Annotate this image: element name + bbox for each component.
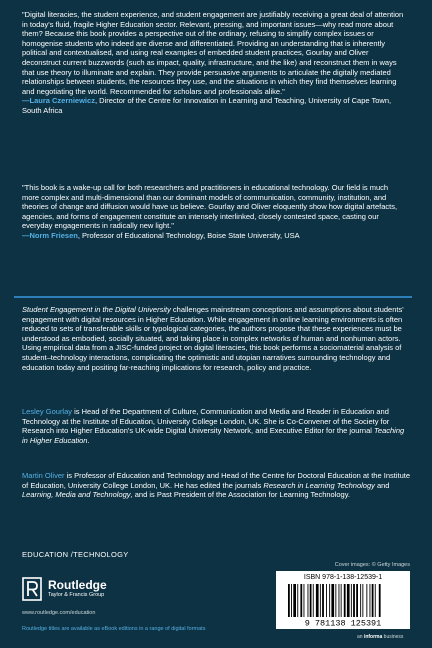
barcode-bar (351, 584, 352, 617)
bio-text: is Head of the Department of Culture, Communication and Media and Reader in Education and Technology at the Institute of Education, University College London, UK. She is Co-Convener of the Society for Research into Higher Education's UK-wide Digital University Network, and Executive Editor for the journal (22, 407, 390, 436)
barcode-bar (288, 584, 290, 617)
barcode-bar (300, 584, 302, 617)
quote-text: "Digital literacies, the student experience, and student engagement are justifiably receiving a great deal of attention in today's fluid, fragile Higher Education sector. Relevant, pressing, and important issues—why read more about them? Because this book provides a perspective out of the ordinary, refusing to simplify complex issues or homogenise students who indeed are diverse and differentiated. Providing an understanding that is inherently political and contextualised, and using real examples of embedded student practices, Gourlay and Oliver deconstruct current buzzwords (such as impact, quality, infrastructure, and the like) and reconstruct them in ways that use theory to illuminate and explain. They provide persuasive arguments to articulate the digitally mediated relationships between students, the resources they use, and the situations in which they find themselves learning and negotiating the world. Recommended for scholars and professionals alike." (22, 10, 404, 96)
author-name: Martin Oliver (22, 471, 65, 480)
endorsements-section (14, 0, 412, 298)
barcode-bar (304, 584, 305, 617)
publisher-name: Routledge (48, 578, 107, 592)
isbn-label: ISBN 978-1-138-12539-1 (303, 574, 383, 581)
barcode-bar (353, 584, 355, 617)
ebook-note: Routledge titles are available as eBook editions in a range of digital formats (22, 626, 206, 632)
author-name: Lesley Gourlay (22, 407, 73, 416)
cover-credit: Cover images: © Getty Images (334, 562, 410, 568)
author-bio (22, 471, 410, 500)
barcode-bar (331, 584, 334, 617)
description-text: challenges mainstream conceptions and assumptions about students' engagement with digital resources in Higher Education. While engagement in online learning environments is often reduced to sets of transferable skills or typological categories, the authors propose that these experiences must be understood as embodied, socially situated, and taking place in complex networks of human and nonhuman actors. Using empirical data from a JISC-funded project on digital literacies, this book performs a sociomaterial analysis of student–technology interactions, complicating the optimistic and utopian narratives surrounding technology and education today and positing far-reaching implications for research, policy and practice. (22, 305, 404, 372)
isbn-barcode (284, 584, 402, 627)
barcode-bar (310, 584, 312, 617)
barcode-bar (316, 584, 319, 617)
informa-brand: informa (363, 634, 383, 640)
bio-text-mid: and (374, 480, 390, 490)
bio-text: is Professor of Education and Technology and Head of the Centre for Doctoral Education at the Institute of Education, University College London, UK. He has edited the journals (22, 471, 411, 490)
barcode-bar (326, 584, 327, 617)
barcode-bar (360, 584, 361, 617)
barcode-bar (366, 584, 367, 617)
bio-text-end: , and is Past President of the Association for Learning Technology. (130, 490, 351, 500)
informa-prefix: an (357, 634, 364, 640)
quote-affiliation: , Director of the Centre for Innovation in Learning and Teaching, University of Cape Town, South Africa (22, 96, 392, 115)
barcode-bar (356, 584, 358, 617)
bio-text-end: . (87, 435, 90, 445)
subject-category: EDUCATION /TECHNOLOGY (22, 550, 129, 559)
barcode-bar (293, 584, 296, 617)
quote-author: —Laura Czerniewicz (22, 96, 95, 106)
quote-affiliation: , Professor of Educational Technology, Boise State University, USA (77, 230, 300, 240)
barcode-bar (375, 584, 376, 617)
endorsement-quote (22, 183, 406, 241)
quote-author: —Norm Friesen (22, 230, 78, 240)
barcode-bar (291, 584, 292, 617)
author-bio (22, 407, 410, 445)
barcode-bar (339, 584, 340, 617)
barcode-bar (341, 584, 342, 617)
barcode-bar (313, 584, 314, 617)
journal-title: Teaching in Higher Education (22, 426, 405, 445)
endorsement-quote (22, 10, 406, 116)
book-title: Student Engagement in the Digital University (22, 305, 171, 314)
routledge-r-icon (22, 577, 42, 601)
barcode-bar (335, 584, 336, 617)
journal-title: Learning, Media and Technology (22, 490, 131, 500)
barcode-bar (297, 584, 298, 617)
barcode-bar (344, 584, 346, 617)
barcode-bar (347, 584, 350, 617)
journal-title: Research in Learning Technology (263, 480, 375, 490)
publisher-website: www.routledge.com/education (22, 610, 96, 616)
barcode-panel (276, 571, 410, 629)
barcode-bar (308, 584, 309, 617)
barcode-bar (372, 584, 374, 617)
barcode-bar (320, 584, 321, 617)
barcode-bar (370, 584, 371, 617)
book-description (22, 305, 410, 372)
publisher-group: Taylor & Francis Group (48, 592, 105, 598)
informa-label (357, 634, 403, 640)
informa-suffix: business (382, 634, 404, 640)
quote-text: "This book is a wake-up call for both researchers and practitioners in educational technology. Our field is much more complex and multi-dimensional than our dominant models of communication, community, institution, and theories of change and diffusion would have us believe. Gourlay and Oliver eloquently show how digital artefacts, agencies, and forms of engagement constitute an intensely interlinked, closely contested space, casting our everyday engagements in radically new light." (22, 183, 398, 231)
barcode-bar (379, 584, 381, 617)
barcode-digits: 9 781138 125391 (304, 618, 382, 627)
barcode-bar (329, 584, 330, 617)
barcode-bar (362, 584, 363, 617)
publisher-logo (22, 577, 172, 601)
barcode-bar (322, 584, 324, 617)
